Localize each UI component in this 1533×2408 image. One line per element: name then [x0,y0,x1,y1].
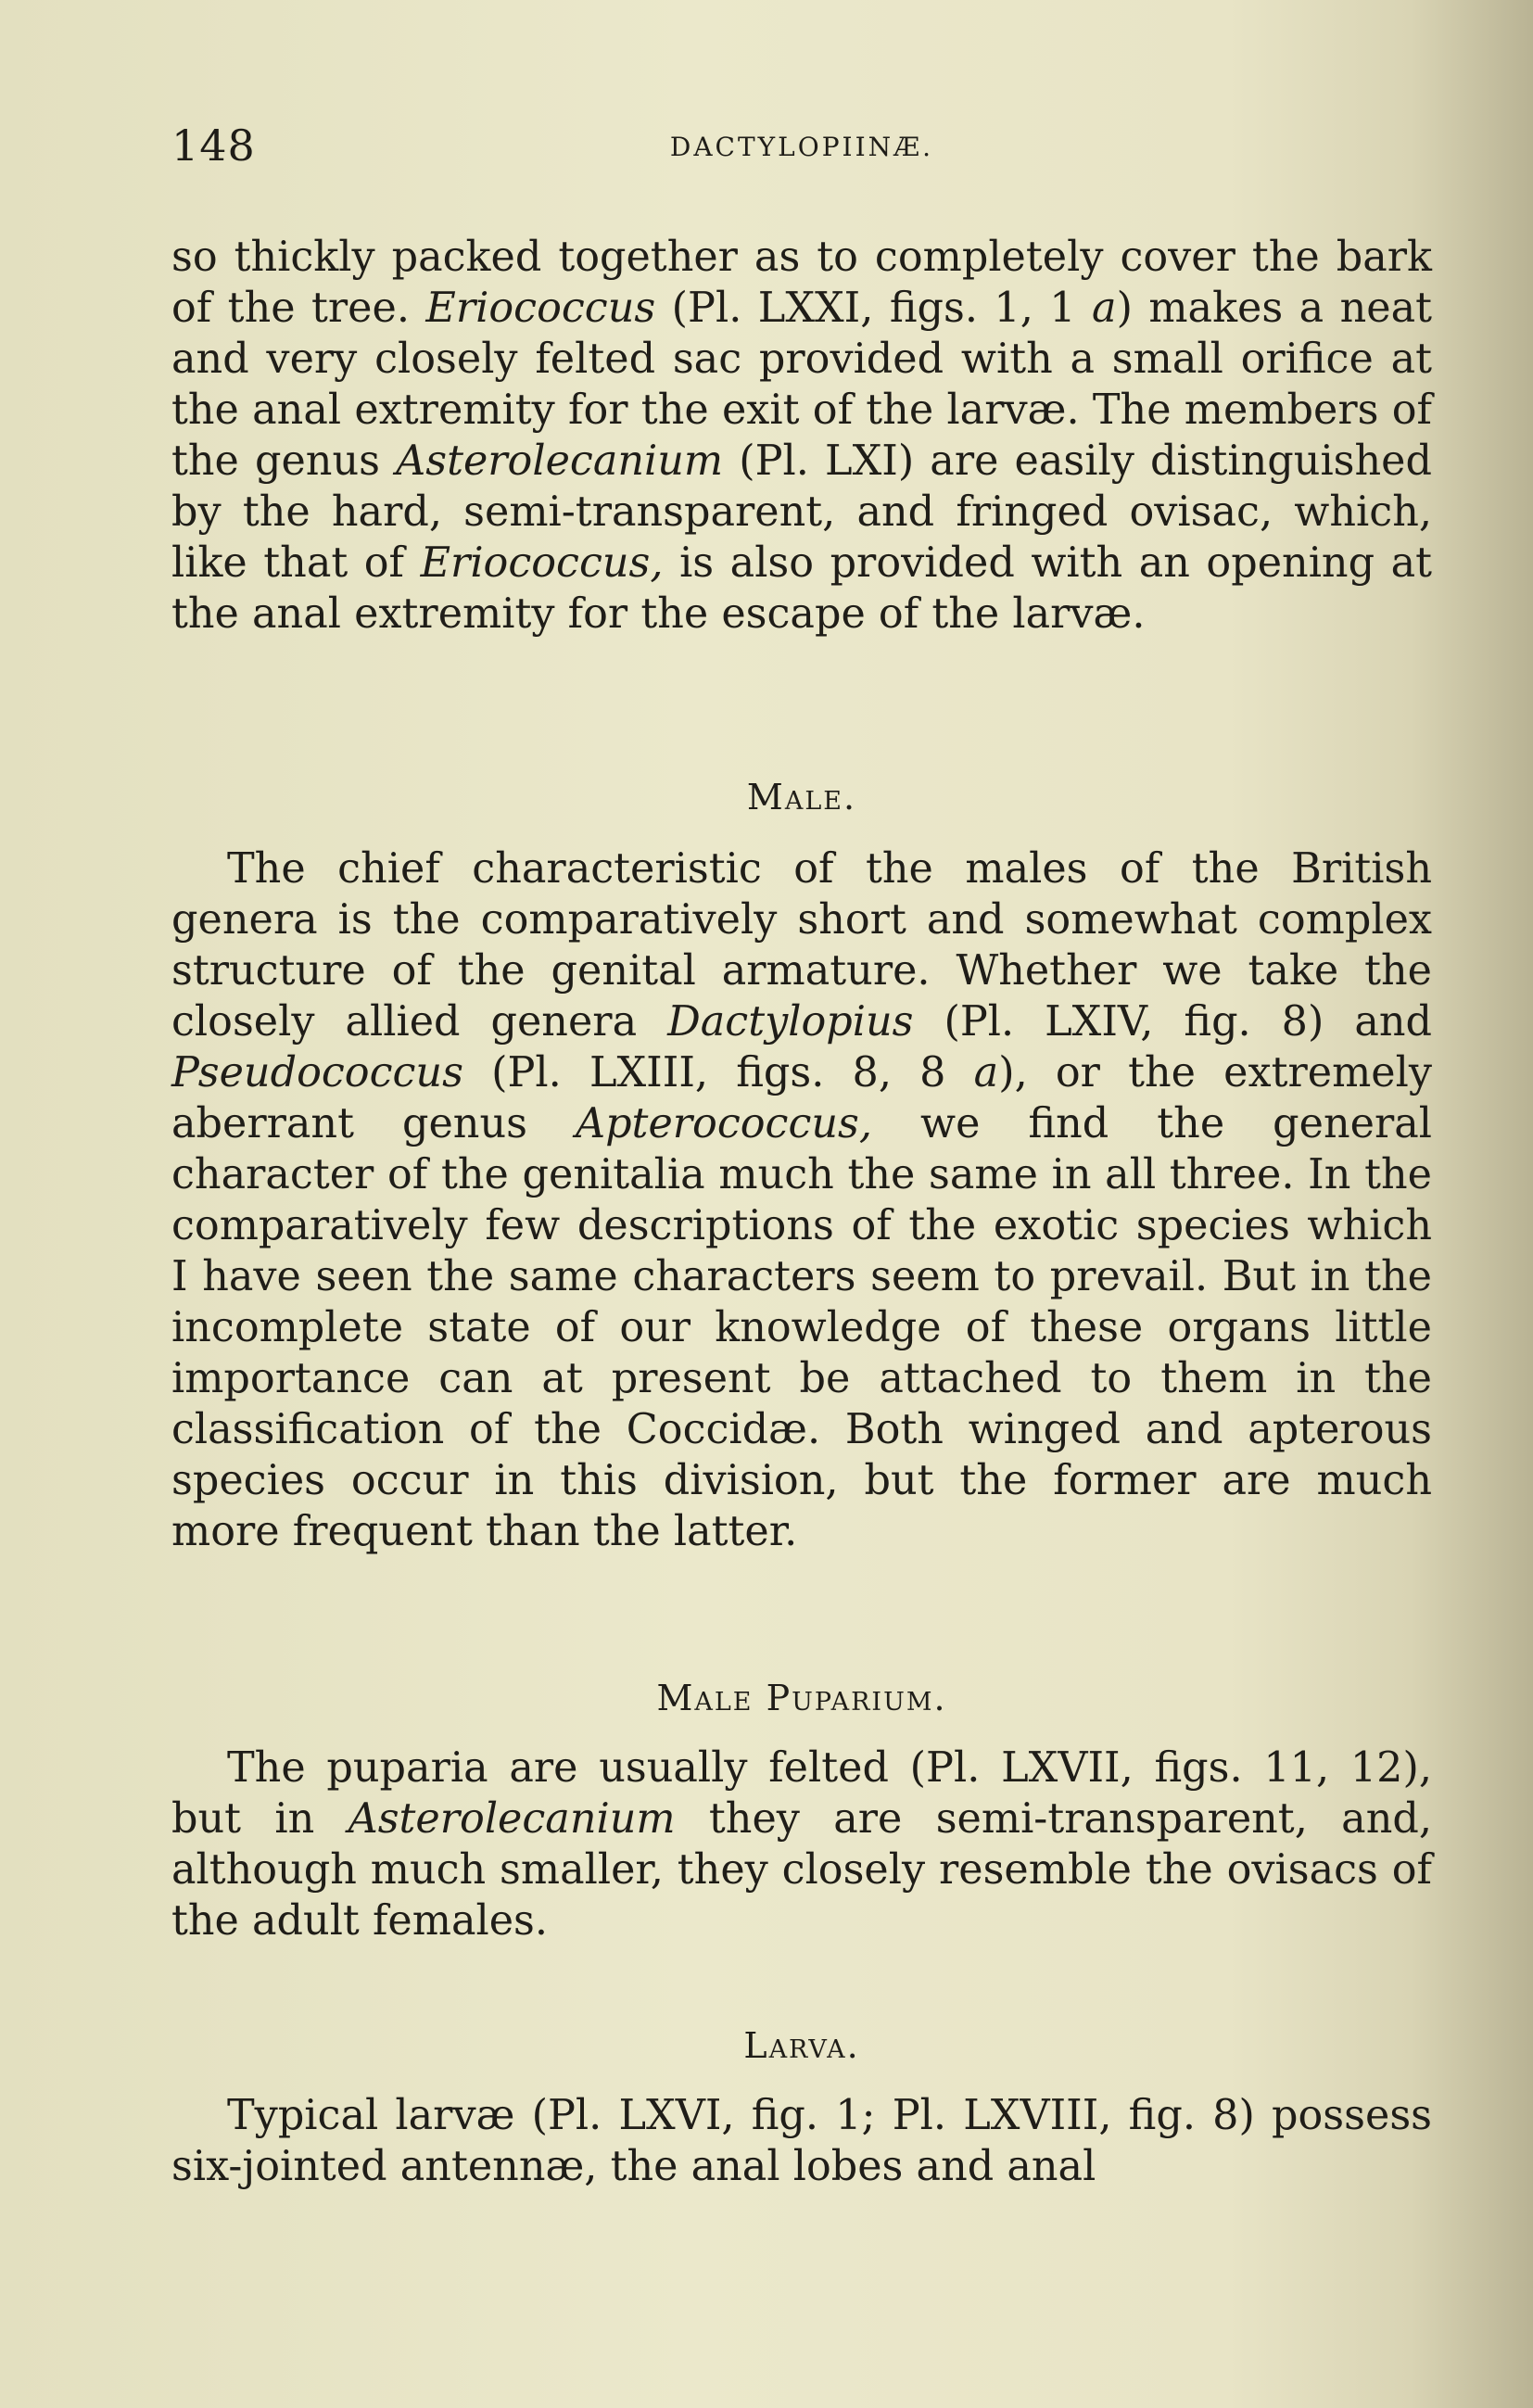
text-run: ), or the extremely aberrant genus [171,1049,1432,1147]
text-run: (Pl. LXIV, fig. 8) and [913,998,1432,1046]
figure-letter: a [1092,285,1117,332]
page-number: 148 [171,120,256,171]
text-run: is also provided with an opening at the anal extremity for the escape of the larvæ. [171,539,1433,638]
genus-name: Eriococcus, [420,539,664,587]
intro-paragraph [171,232,1432,640]
male-paragraph [171,843,1432,1557]
section-heading-male-puparium: Male Puparium. [656,1678,947,1718]
genus-name: Eriococcus [425,285,656,332]
male-paragraph-block [171,843,1432,1557]
genus-name: Pseudococcus [171,1049,463,1096]
genus-name: Apterococcus, [575,1100,873,1147]
text-run: (Pl. LXXI, figs. 1, 1 [655,285,1093,332]
running-head: DACTYLOPIINÆ. [669,132,934,162]
text-run: ) makes a neat and very closely felted sac provided with a small orifice at the anal extremity for the exit of the larvæ. The members of the genus [171,285,1433,485]
larva-paragraph: Typical larvæ (Pl. LXVI, fig. 1; Pl. LXVIII, fig. 8) possess six-jointed antennæ, the anal lobes and anal [171,2092,1432,2190]
genus-name: Dactylopius [667,998,914,1046]
larva-paragraph-block [171,2090,1432,2192]
text-run: they are semi-transparent, and, although much smaller, they closely resemble the ovisacs of the adult females. [171,1795,1432,1945]
intro-paragraph-block [171,232,1432,640]
text-run: (Pl. LXI) are easily distinguished by the hard, semi-transparent, and fringed ovisac, which, like that of [171,437,1433,587]
genus-name: Asterolecanium [396,437,724,485]
figure-letter: a [973,1049,999,1096]
text-run: so thickly packed together as to completely cover the bark of the tree. [171,234,1432,332]
male-puparium-paragraph [171,1743,1432,1946]
genus-name: Asterolecanium [348,1795,676,1843]
page-header [171,120,1432,176]
section-heading-larva: Larva. [743,2025,860,2066]
text-run: (Pl. LXIII, figs. 8, 8 [462,1049,974,1096]
male-puparium-paragraph-block [171,1743,1432,1946]
text-run: The puparia are usually felted (Pl. LXVII, figs. 11, 12), but in [171,1744,1432,1843]
text-run: we find the general character of the genitalia much the same in all three. In the comparatively few descriptions of the exotic species which I have seen the same characters seem to prevail. But in the incomplete state of our knowledge of these organs little importance can at present be attached to them in the classification of the Coccidæ. Both winged and apterous species occur in this division, but the former are much more frequent than the latter. [171,1100,1432,1555]
section-heading-male: Male. [746,777,857,817]
text-run: The chief characteristic of the males of the British genera is the comparatively short and somewhat complex structure of the genital armature. Whether we take the closely allied genera [171,845,1432,1046]
